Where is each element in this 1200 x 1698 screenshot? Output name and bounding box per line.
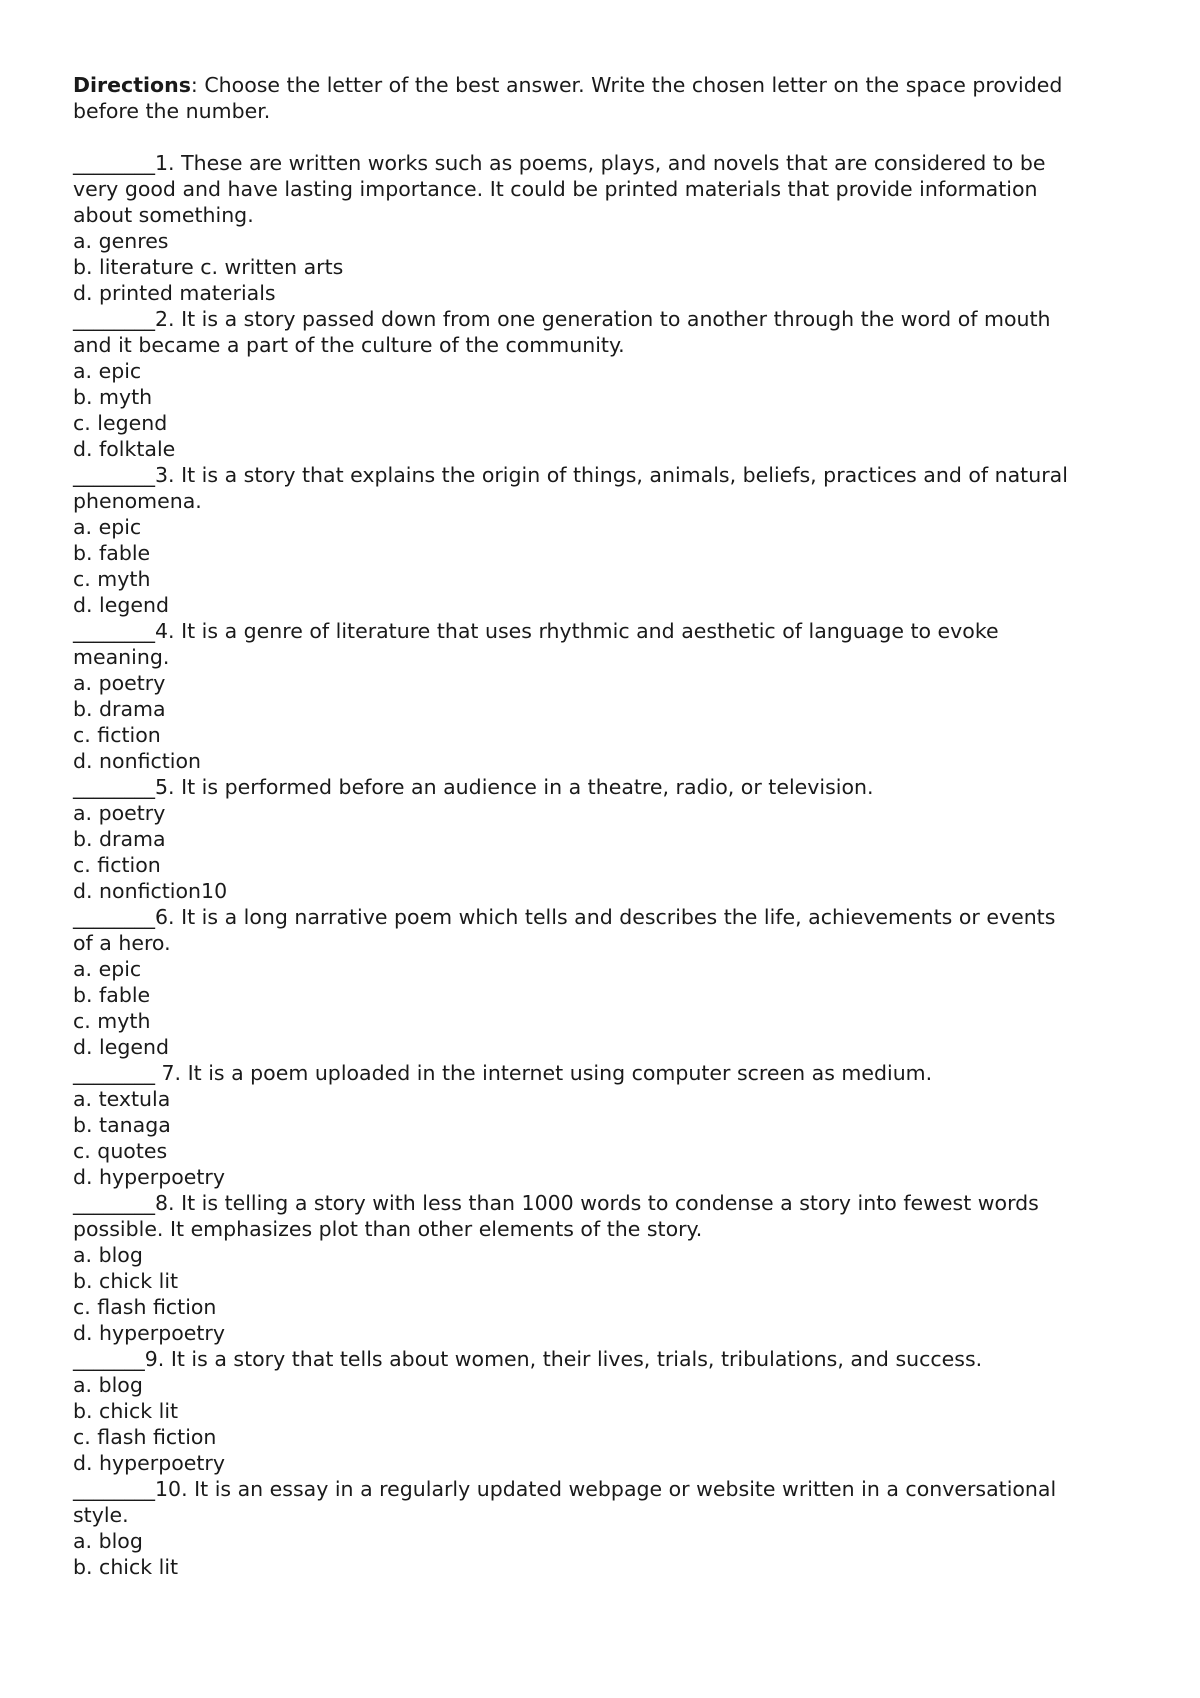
question-text: ________5. It is performed before an audience in a theatre, radio, or television.	[73, 775, 874, 799]
option: b. drama	[73, 827, 166, 851]
option: b. tanaga	[73, 1113, 171, 1137]
question-8	[73, 1190, 1133, 1346]
question-text: ________1. These are written works such as poems, plays, and novels that are considered to be very good and have lasting importance. It could be printed materials that provide information about something.	[73, 151, 1046, 227]
question-1	[73, 150, 1133, 306]
option: c. fiction	[73, 853, 161, 877]
question-9	[73, 1346, 1133, 1476]
question-7	[73, 1060, 1133, 1190]
option: b. fable	[73, 541, 151, 565]
question-10	[73, 1476, 1133, 1580]
question-text: _______9. It is a story that tells about women, their lives, trials, tribulations, and success.	[73, 1347, 983, 1371]
option: c. fiction	[73, 723, 161, 747]
option: d. hyperpoetry	[73, 1165, 225, 1189]
option: a. poetry	[73, 801, 166, 825]
directions-text: : Choose the letter of the best answer. Write the chosen letter on the space provided before the number.	[73, 73, 1063, 123]
option: d. printed materials	[73, 281, 276, 305]
question-text: ________4. It is a genre of literature that uses rhythmic and aesthetic of language to evoke meaning.	[73, 619, 999, 669]
question-3	[73, 462, 1133, 618]
option: a. epic	[73, 957, 142, 981]
question-text: ________ 7. It is a poem uploaded in the internet using computer screen as medium.	[73, 1061, 933, 1085]
question-text: ________8. It is telling a story with less than 1000 words to condense a story into fewest words possible. It emphasizes plot than other elements of the story.	[73, 1191, 1039, 1241]
directions-label: Directions	[73, 73, 191, 97]
option: c. quotes	[73, 1139, 168, 1163]
option: c. flash fiction	[73, 1295, 217, 1319]
option: b. drama	[73, 697, 166, 721]
option: d. legend	[73, 593, 169, 617]
option: d. hyperpoetry	[73, 1321, 225, 1345]
option: c. legend	[73, 411, 168, 435]
option: b. fable	[73, 983, 151, 1007]
option: d. legend	[73, 1035, 169, 1059]
question-text: ________10. It is an essay in a regularly updated webpage or website written in a conversational style.	[73, 1477, 1057, 1527]
option: b. literature c. written arts	[73, 255, 344, 279]
directions	[73, 72, 1073, 124]
option: a. blog	[73, 1529, 143, 1553]
option: a. epic	[73, 515, 142, 539]
option: b. chick lit	[73, 1399, 179, 1423]
option: b. myth	[73, 385, 153, 409]
option: a. poetry	[73, 671, 166, 695]
option: d. folktale	[73, 437, 176, 461]
option: a. genres	[73, 229, 169, 253]
option: d. nonfiction10	[73, 879, 228, 903]
question-text: ________2. It is a story passed down from one generation to another through the word of mouth and it became a part of the culture of the community.	[73, 307, 1051, 357]
question-4	[73, 618, 1133, 774]
question-text: ________6. It is a long narrative poem which tells and describes the life, achievements or events of a hero.	[73, 905, 1056, 955]
option: b. chick lit	[73, 1269, 179, 1293]
question-2	[73, 306, 1133, 462]
option: c. myth	[73, 1009, 151, 1033]
quiz-document	[73, 72, 1133, 1580]
option: a. textula	[73, 1087, 171, 1111]
question-5	[73, 774, 1133, 904]
option: a. blog	[73, 1243, 143, 1267]
option: d. nonfiction	[73, 749, 202, 773]
question-6	[73, 904, 1133, 1060]
question-text: ________3. It is a story that explains the origin of things, animals, beliefs, practices and of natural phenomena.	[73, 463, 1068, 513]
option: c. flash fiction	[73, 1425, 217, 1449]
option: d. hyperpoetry	[73, 1451, 225, 1475]
option: b. chick lit	[73, 1555, 179, 1579]
option: a. blog	[73, 1373, 143, 1397]
option: c. myth	[73, 567, 151, 591]
option: a. epic	[73, 359, 142, 383]
